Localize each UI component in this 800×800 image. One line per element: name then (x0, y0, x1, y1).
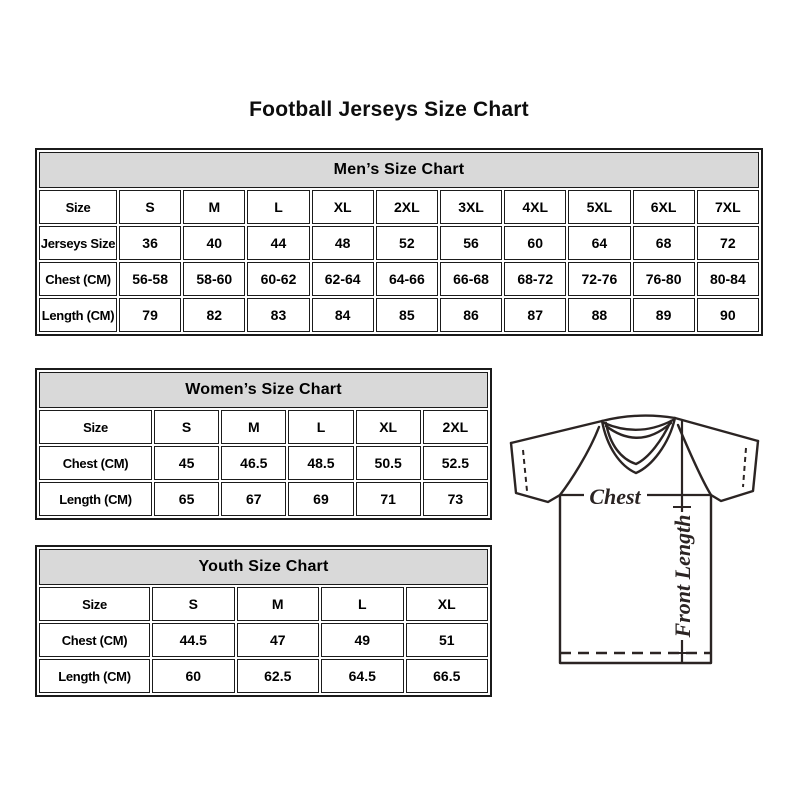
cell: 47 (237, 623, 320, 657)
cell: XL (356, 410, 421, 444)
cell: M (221, 410, 286, 444)
row-label: Chest (CM) (39, 262, 117, 296)
cell: 76-80 (633, 262, 695, 296)
cell: 64-66 (376, 262, 438, 296)
cell: M (237, 587, 320, 621)
table-row (39, 587, 488, 621)
row-label: Size (39, 587, 150, 621)
cell: 6XL (633, 190, 695, 224)
table-row (39, 659, 488, 693)
cell: 65 (154, 482, 219, 516)
table-row (39, 226, 759, 260)
table-row (39, 298, 759, 332)
cell: 60 (504, 226, 566, 260)
row-label: Jerseys Size (39, 226, 117, 260)
jersey-right-shoulder (675, 418, 758, 441)
cell: 50.5 (356, 446, 421, 480)
cell: M (183, 190, 245, 224)
cell: 83 (247, 298, 309, 332)
table-header-row (39, 152, 759, 188)
jersey-collar-top (602, 416, 675, 421)
cell: 71 (356, 482, 421, 516)
cell: 60 (152, 659, 235, 693)
mens-size-table (35, 148, 763, 336)
cell: 85 (376, 298, 438, 332)
cell: 69 (288, 482, 353, 516)
cell: 2XL (423, 410, 488, 444)
row-label: Length (CM) (39, 298, 117, 332)
youth-size-table (35, 545, 492, 697)
jersey-diagram-icon (503, 405, 765, 667)
front-length-label: Front Length (670, 514, 695, 638)
cell: 44.5 (152, 623, 235, 657)
cell: 40 (183, 226, 245, 260)
jersey-left-sleeve (511, 443, 560, 502)
jersey-left-cuff-dashed-line (523, 450, 527, 491)
cell: S (152, 587, 235, 621)
table-header-row (39, 372, 488, 408)
cell: 72 (697, 226, 759, 260)
cell: 56-58 (119, 262, 181, 296)
cell: 79 (119, 298, 181, 332)
cell: L (288, 410, 353, 444)
cell: 82 (183, 298, 245, 332)
youth-table-title: Youth Size Chart (39, 549, 488, 585)
cell: 87 (504, 298, 566, 332)
table-row (39, 262, 759, 296)
cell: 52.5 (423, 446, 488, 480)
cell: 86 (440, 298, 502, 332)
cell: XL (312, 190, 374, 224)
cell: 7XL (697, 190, 759, 224)
cell: 52 (376, 226, 438, 260)
jersey-left-shoulder (511, 421, 602, 443)
cell: S (119, 190, 181, 224)
row-label: Chest (CM) (39, 446, 152, 480)
cell: 64 (568, 226, 630, 260)
cell: S (154, 410, 219, 444)
jersey-right-cuff-dashed-line (743, 448, 746, 487)
table-row (39, 410, 488, 444)
cell: XL (406, 587, 489, 621)
cell: 60-62 (247, 262, 309, 296)
cell: L (321, 587, 404, 621)
cell: 90 (697, 298, 759, 332)
cell: 66-68 (440, 262, 502, 296)
womens-table-title: Women’s Size Chart (39, 372, 488, 408)
cell: 80-84 (697, 262, 759, 296)
cell: 3XL (440, 190, 502, 224)
cell: 2XL (376, 190, 438, 224)
cell: 72-76 (568, 262, 630, 296)
cell: 5XL (568, 190, 630, 224)
cell: 66.5 (406, 659, 489, 693)
cell: 56 (440, 226, 502, 260)
row-label: Chest (CM) (39, 623, 150, 657)
page-title: Football Jerseys Size Chart (249, 98, 529, 121)
table-row (39, 482, 488, 516)
row-label: Length (CM) (39, 659, 150, 693)
row-label: Size (39, 410, 152, 444)
cell: 62.5 (237, 659, 320, 693)
cell: 46.5 (221, 446, 286, 480)
cell: 73 (423, 482, 488, 516)
cell: 49 (321, 623, 404, 657)
jersey-measurement-diagram (503, 405, 765, 667)
row-label: Size (39, 190, 117, 224)
cell: 44 (247, 226, 309, 260)
cell: 48.5 (288, 446, 353, 480)
cell: 89 (633, 298, 695, 332)
cell: 36 (119, 226, 181, 260)
cell: 88 (568, 298, 630, 332)
table-header-row (39, 549, 488, 585)
cell: 64.5 (321, 659, 404, 693)
cell: 45 (154, 446, 219, 480)
cell: 67 (221, 482, 286, 516)
cell: 48 (312, 226, 374, 260)
chest-label: Chest (589, 484, 641, 509)
table-row (39, 190, 759, 224)
table-row (39, 623, 488, 657)
cell: 68-72 (504, 262, 566, 296)
cell: 58-60 (183, 262, 245, 296)
womens-size-table (35, 368, 492, 520)
cell: L (247, 190, 309, 224)
cell: 68 (633, 226, 695, 260)
row-label: Length (CM) (39, 482, 152, 516)
jersey-right-sleeve (711, 441, 758, 501)
cell: 84 (312, 298, 374, 332)
cell: 62-64 (312, 262, 374, 296)
mens-table-title: Men’s Size Chart (39, 152, 759, 188)
table-row (39, 446, 488, 480)
cell: 4XL (504, 190, 566, 224)
cell: 51 (406, 623, 489, 657)
